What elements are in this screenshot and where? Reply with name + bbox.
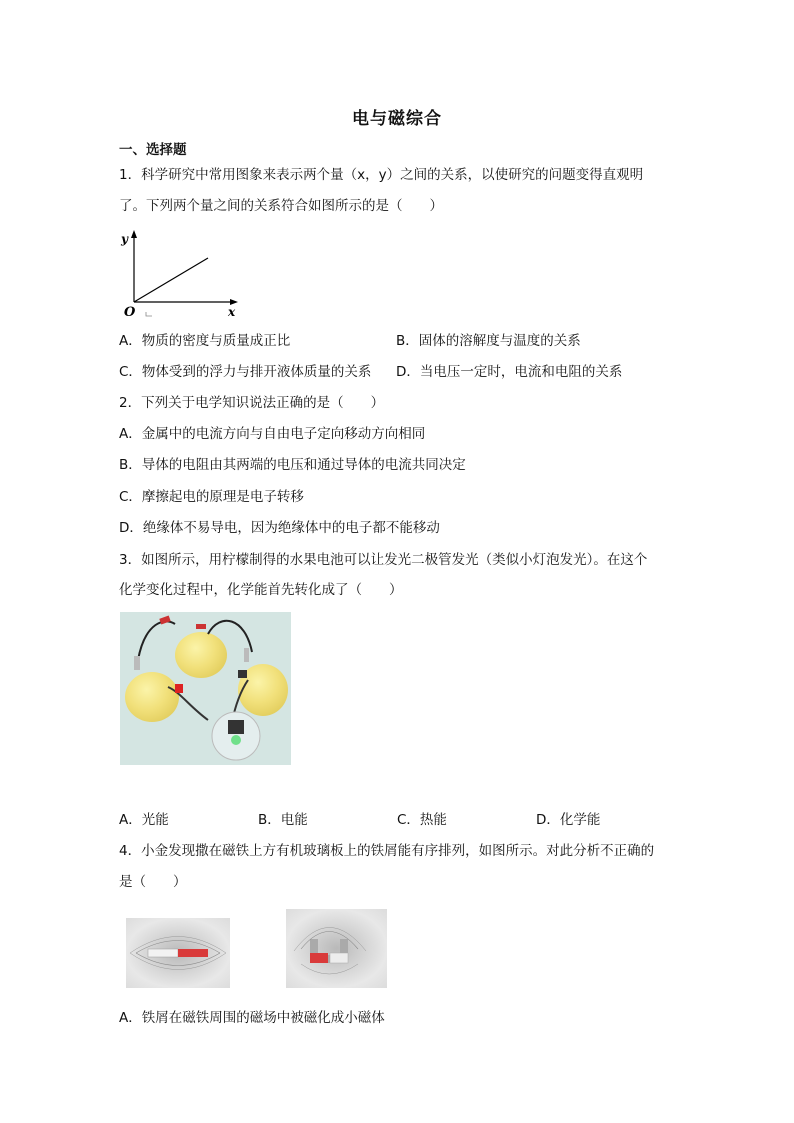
q1-stem-line1: 1．科学研究中常用图象来表示两个量（x，y）之间的关系，以使研究的问题变得直观明 bbox=[119, 167, 644, 183]
q3-option-c[interactable]: C．热能 bbox=[397, 812, 447, 828]
q1-option-d[interactable]: D．当电压一定时，电流和电阻的关系 bbox=[396, 364, 623, 380]
u-magnet-iron-filings-photo bbox=[286, 909, 387, 988]
q1-option-a[interactable]: A．物质的密度与质量成正比 bbox=[119, 333, 291, 349]
q3-option-d[interactable]: D．化学能 bbox=[536, 812, 601, 828]
q1-linear-graph bbox=[118, 226, 250, 322]
q2-option-d[interactable]: D．绝缘体不易导电，因为绝缘体中的电子都不能移动 bbox=[119, 520, 440, 536]
q1-graph-x-label: x bbox=[228, 305, 236, 319]
q2-option-c[interactable]: C．摩擦起电的原理是电子转移 bbox=[119, 489, 304, 505]
q3-stem-line2: 化学变化过程中，化学能首先转化成了（ ） bbox=[119, 582, 403, 598]
lemon-battery-photo bbox=[120, 612, 291, 765]
q1-graph-origin-label: O bbox=[124, 305, 136, 320]
q4-stem-line1: 4．小金发现撒在磁铁上方有机玻璃板上的铁屑能有序排列，如图所示。对此分析不正确的 bbox=[119, 843, 655, 859]
q1-option-b[interactable]: B．固体的溶解度与温度的关系 bbox=[396, 333, 581, 349]
section-heading: 一、选择题 bbox=[119, 142, 187, 158]
battery-wires bbox=[120, 612, 291, 765]
q1-option-c[interactable]: C．物体受到的浮力与排开液体质量的关系 bbox=[119, 364, 372, 380]
document-title: 电与磁综合 bbox=[352, 109, 442, 129]
q3-stem-line1: 3．如图所示，用柠檬制得的水果电池可以让发光二极管发光（类似小灯泡发光）。在这个 bbox=[119, 552, 648, 568]
q3-option-a[interactable]: A．光能 bbox=[119, 812, 169, 828]
q1-stem-line2: 了。下列两个量之间的关系符合如图所示的是（ ） bbox=[119, 198, 443, 214]
q4-stem-line2: 是（ ） bbox=[119, 874, 187, 890]
q2-option-a[interactable]: A．金属中的电流方向与自由电子定向移动方向相同 bbox=[119, 426, 426, 442]
q2-stem: 2．下列关于电学知识说法正确的是（ ） bbox=[119, 395, 385, 411]
q2-option-b[interactable]: B．导体的电阻由其两端的电压和通过导体的电流共同决定 bbox=[119, 457, 466, 473]
bar-magnet-iron-filings-photo bbox=[126, 918, 230, 988]
q4-option-a[interactable]: A．铁屑在磁铁周围的磁场中被磁化成小磁体 bbox=[119, 1010, 385, 1026]
q3-option-b[interactable]: B．电能 bbox=[258, 812, 308, 828]
q1-graph-line bbox=[134, 258, 208, 302]
q1-graph-y-label: y bbox=[121, 232, 128, 246]
